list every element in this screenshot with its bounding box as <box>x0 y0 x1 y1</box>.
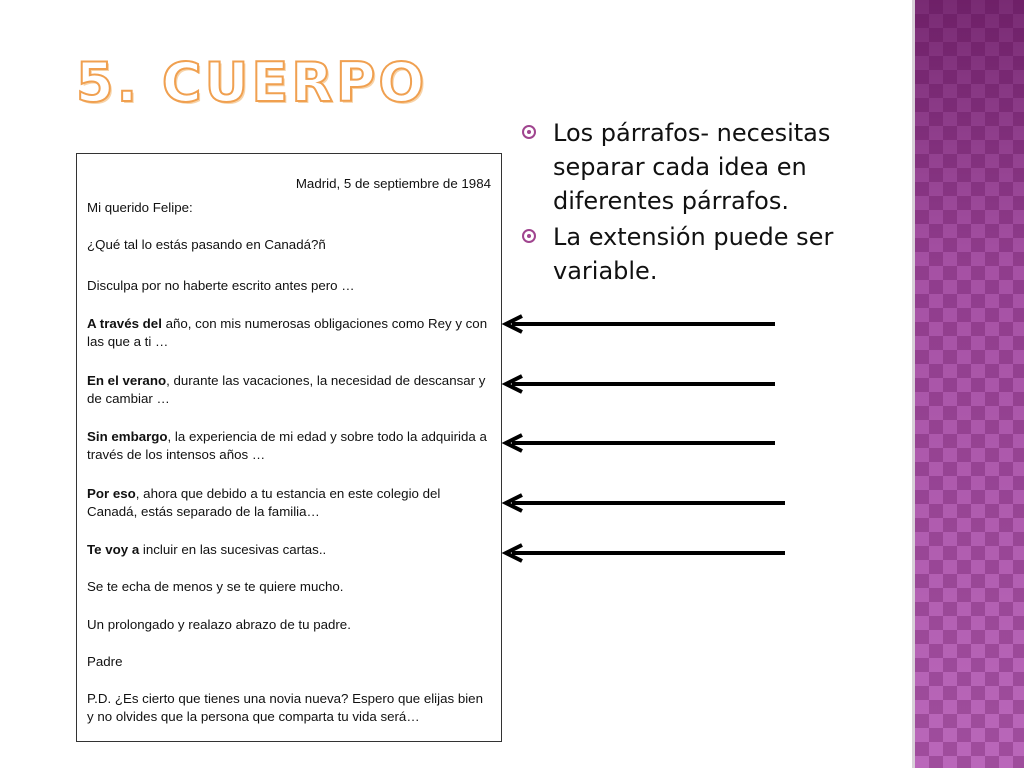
letter-paragraph-8: Se te echa de menos y se te quiere mucho. <box>87 579 344 594</box>
letter-postscript: P.D. ¿Es cierto que tienes una novia nueva? Espero que elijas bien y no olvides que la persona que comparta tu vida será… <box>87 691 483 724</box>
paragraph-text: , ahora que debido a tu estancia en este colegio del Canadá, estás separado de la familia… <box>87 486 441 519</box>
connector-text: Sin embargo <box>87 429 168 444</box>
bullet-text: La extensión puede ser variable. <box>553 223 834 285</box>
letter-paragraph-5 <box>87 428 493 464</box>
paragraph-text: , la experiencia de mi edad y sobre todo la adquirida a través de los intensos años … <box>87 429 487 462</box>
letter-box <box>76 153 502 742</box>
letter-greeting: Mi querido Felipe: <box>87 200 193 215</box>
letter-signature: Padre <box>87 654 123 669</box>
letter-date: Madrid, 5 de septiembre de 1984 <box>295 176 491 192</box>
connector-text: Te voy a <box>87 542 140 557</box>
letter-paragraph-7 <box>87 541 493 559</box>
slide-title: 5. CUERPO <box>76 51 428 114</box>
circle-dot-icon <box>522 229 536 243</box>
left-arrow-icon <box>506 545 785 561</box>
letter-paragraph-1: ¿Qué tal lo estás pasando en Canadá?ñ <box>87 237 326 252</box>
bullet-item <box>520 220 900 288</box>
left-arrow-icon <box>506 376 775 392</box>
letter-paragraph-2: Disculpa por no haberte escrito antes pero … <box>87 278 355 293</box>
connector-text: A través del <box>87 316 162 331</box>
bullet-list <box>520 116 900 290</box>
left-arrow-icon <box>506 316 775 332</box>
letter-paragraph-4 <box>87 372 493 408</box>
paragraph-text: incluir en las sucesivas cartas.. <box>139 542 327 557</box>
letter-paragraph-6 <box>87 485 493 521</box>
bullet-item <box>520 116 900 218</box>
letter-paragraph-9: Un prolongado y realazo abrazo de tu padre. <box>87 617 351 632</box>
decorative-side-pattern <box>912 0 1024 768</box>
paragraph-text: , durante las vacaciones, la necesidad de descansar y de cambiar … <box>87 373 486 406</box>
circle-dot-icon <box>522 125 536 139</box>
connector-text: En el verano <box>87 373 167 388</box>
connector-text: Por eso <box>87 486 136 501</box>
left-arrow-icon <box>506 495 785 511</box>
bullet-text: Los párrafos- necesitas separar cada idea en diferentes párrafos. <box>553 119 831 215</box>
left-arrow-icon <box>506 435 775 451</box>
letter-paragraph-3 <box>87 315 493 351</box>
paragraph-text: año, con mis numerosas obligaciones como Rey y con las que a ti … <box>87 316 488 349</box>
